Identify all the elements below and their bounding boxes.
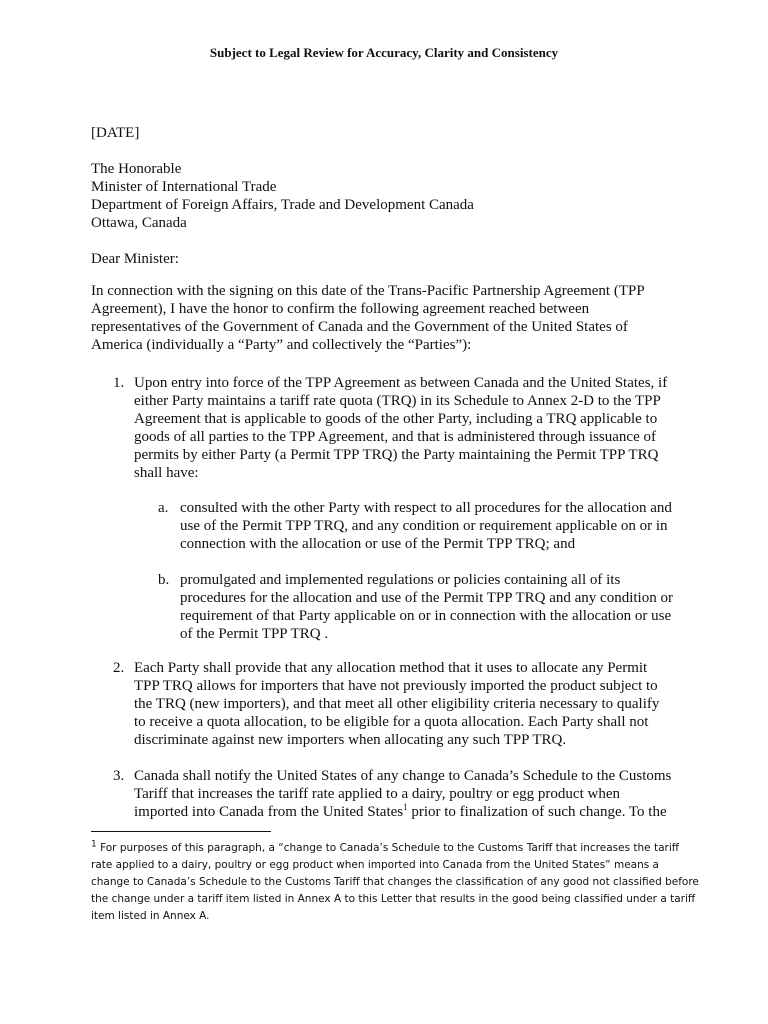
- intro-line: America (individually a “Party” and collectively the “Parties”):: [91, 337, 472, 353]
- salutation: Dear Minister:: [91, 251, 179, 267]
- item-line: Agreement that is applicable to goods of the other Party, including a TRQ applicable to: [134, 411, 658, 427]
- footnote-line: [91, 840, 691, 857]
- subitem-letter: a.: [158, 500, 169, 516]
- item-line: [134, 803, 671, 821]
- item-line: goods of all parties to the TPP Agreement, and that is administered through issuance of: [134, 429, 656, 445]
- intro-line: Agreement), I have the honor to confirm the following agreement reached between: [91, 301, 590, 317]
- footnote-line: change to Canada’s Schedule to the Customs Tariff that changes the classification of any good not classified before: [91, 876, 699, 888]
- item-text: [134, 374, 667, 482]
- item-text: [134, 659, 659, 749]
- review-header: Subject to Legal Review for Accuracy, Clarity and Consistency: [209, 45, 559, 60]
- address-line: Department of Foreign Affairs, Trade and Development Canada: [91, 197, 474, 213]
- item-line: to receive a quota allocation, to be eligible for a quota allocation. Each Party shall not: [134, 714, 649, 730]
- footnote-divider: [91, 831, 271, 832]
- letter-date: [DATE]: [91, 125, 140, 141]
- footnote-line: the change under a tariff item listed in Annex A to this Letter that results in the good being classified under a tariff: [91, 893, 696, 905]
- subitem-line: use of the Permit TPP TRQ, and any condition or requirement applicable on or in: [180, 518, 668, 534]
- item-line: Each Party shall provide that any allocation method that it uses to allocate any Permit: [134, 660, 648, 676]
- item-line: either Party maintains a tariff rate quota (TRQ) in its Schedule to Annex 2-D to the TPP: [134, 393, 661, 409]
- subitem-line: procedures for the allocation and use of the Permit TPP TRQ and any condition or: [180, 590, 673, 606]
- footnote-text: For purposes of this paragraph, a “change to Canada’s Schedule to the Customs Tariff that increases the tariff: [96, 842, 679, 854]
- item-line-segment: imported into Canada from the United States: [134, 804, 404, 820]
- intro-line: representatives of the Government of Canada and the Government of the United States of: [91, 319, 628, 335]
- subitem-text: [180, 499, 672, 553]
- recipient-address: [91, 160, 474, 232]
- subitem-line: requirement of that Party applicable on or in connection with the allocation or use: [180, 608, 672, 624]
- footnote: [91, 839, 699, 925]
- footnote-marker: 1: [91, 839, 97, 850]
- footnote-line: item listed in Annex A.: [91, 910, 210, 922]
- item-number: 3.: [113, 768, 125, 784]
- subitem-text: [180, 571, 673, 643]
- intro-line: In connection with the signing on this date of the Trans-Pacific Partnership Agreement (TPP: [91, 283, 645, 299]
- address-line: Minister of International Trade: [91, 179, 277, 195]
- item-line: Tariff that increases the tariff rate applied to a dairy, poultry or egg product when: [134, 786, 620, 802]
- address-line: The Honorable: [91, 161, 182, 177]
- item-number: 2.: [113, 660, 125, 676]
- subitem-line: promulgated and implemented regulations or policies containing all of its: [180, 572, 621, 588]
- item-line: discriminate against new importers when allocating any such TPP TRQ.: [134, 732, 567, 748]
- subitem-line: connection with the allocation or use of the Permit TPP TRQ; and: [180, 536, 576, 552]
- item-line: TPP TRQ allows for importers that have not previously imported the product subject to: [134, 678, 658, 694]
- footnote-reference[interactable]: 1: [403, 802, 408, 812]
- subitem-line: of the Permit TPP TRQ .: [180, 626, 329, 642]
- subitem-line: consulted with the other Party with respect to all procedures for the allocation and: [180, 500, 672, 516]
- item-line: Upon entry into force of the TPP Agreement as between Canada and the United States, if: [134, 375, 668, 391]
- item-line: the TRQ (new importers), and that meet all other eligibility criteria necessary to qualify: [134, 696, 660, 712]
- address-line: Ottawa, Canada: [91, 215, 187, 231]
- item-number: 1.: [113, 375, 125, 391]
- item-line: Canada shall notify the United States of any change to Canada’s Schedule to the Customs: [134, 768, 672, 784]
- item-line: permits by either Party (a Permit TPP TRQ) the Party maintaining the Permit TPP TRQ: [134, 447, 659, 463]
- intro-paragraph: [91, 282, 691, 354]
- subitem-letter: b.: [158, 572, 170, 588]
- footnote-line: rate applied to a dairy, poultry or egg product when imported into Canada from the United States” means a: [91, 859, 659, 871]
- item-line-segment: prior to finalization of such change. To the: [407, 804, 667, 820]
- item-text: [134, 767, 671, 821]
- item-line: shall have:: [134, 465, 199, 481]
